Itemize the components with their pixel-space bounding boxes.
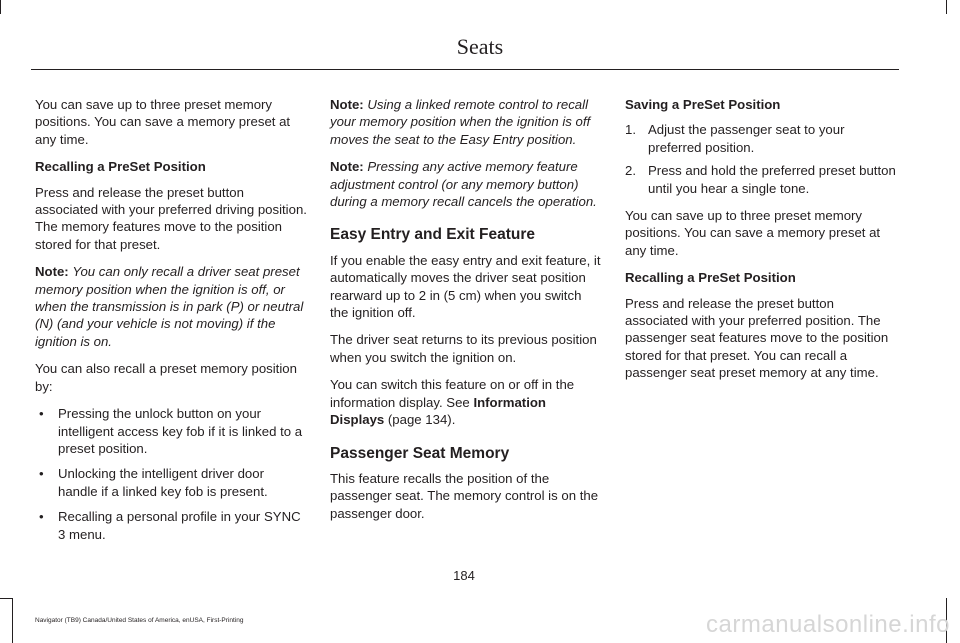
step-text: Adjust the passenger seat to your preferred position. [648, 122, 845, 155]
note-text: Pressing any active memory feature adjustment control (or any memory button) during a memory recall cancels the operation. [330, 159, 597, 210]
column-2 [330, 96, 602, 532]
page-title: Seats [456, 34, 504, 59]
crop-mark-top-right [946, 0, 947, 14]
crop-mark-bottom-left [12, 598, 13, 643]
information-displays-link[interactable]: Information Displays [330, 394, 546, 428]
col2-note1 [330, 96, 602, 148]
col3-para2: Press and release the preset button associated with your preferred position. The passenger seat features move to the position stored for that preset. You can recall a passenger seat preset memory at any time. [625, 295, 889, 381]
col2-note2 [330, 158, 602, 210]
page-number: 184 [453, 568, 475, 583]
header-rule [31, 69, 899, 70]
col3-step-list [625, 121, 897, 197]
note-label: Note: [330, 97, 364, 112]
section-heading-easy-entry: Easy Entry and Exit Feature [330, 226, 536, 244]
col1-para2: You can also recall a preset memory position by: [35, 361, 297, 394]
list-item [625, 121, 897, 156]
col3-para1: You can save up to three preset memory positions. You can save a memory preset at any time. [625, 208, 881, 258]
crop-mark-bottom-left-h [0, 598, 12, 599]
step-number: 2. [625, 163, 636, 179]
column-1 [35, 96, 307, 551]
note-text: Using a linked remote control to recall your memory position when the ignition is off moves the seat to the Easy Entry position. [330, 97, 591, 147]
page-reference: (page 134). [384, 412, 456, 428]
note-label: Note: [35, 264, 69, 280]
note-text: You can only recall a driver seat preset memory position when the ignition is off, or when the transmission is in park (P) or neutral (N) (and your vehicle is not moving) if the ignition is on. [35, 264, 304, 349]
bullet-mark: • [39, 509, 44, 525]
col1-intro: You can save up to three preset memory positions. You can save a memory preset at any time. [35, 97, 291, 147]
para3-text: You can switch this feature on or off in the information display. See [330, 377, 575, 410]
step-text: Press and hold the preferred preset button until you hear a single tone. [648, 163, 896, 196]
col2-para4: This feature recalls the position of the passenger seat. The memory control is on the passenger door. [330, 470, 599, 521]
col1-note [35, 263, 307, 350]
list-item-text: Pressing the unlock button on your intelligent access key fob if it is linked to a preset position. [58, 406, 303, 456]
bullet-mark: • [39, 466, 44, 482]
bullet-mark: • [39, 406, 44, 422]
list-item-text: Unlocking the intelligent driver door handle if a linked key fob is present. [58, 466, 268, 499]
col1-heading: Recalling a PreSet Position [35, 159, 206, 175]
col2-para1: If you enable the easy entry and exit feature, it automatically moves the driver seat position rearward up to 2 in (5 cm) when you switch the ignition off. [330, 252, 601, 321]
list-item [35, 508, 307, 543]
section-heading-passenger-memory: Passenger Seat Memory [330, 444, 510, 462]
col1-para1: Press and release the preset button associated with your preferred driving position. The memory features move to the position stored for that preset. [35, 184, 307, 252]
note-label: Note: [330, 159, 364, 175]
col3-heading-recalling: Recalling a PreSet Position [625, 270, 796, 286]
step-number: 1. [625, 122, 636, 138]
footer-text: Navigator (TB9) Canada/United States of America, enUSA, First-Printing [35, 617, 244, 624]
list-item [35, 405, 307, 457]
crop-mark-top-left [0, 0, 1, 14]
list-item-text: Recalling a personal profile in your SYNC 3 menu. [58, 509, 301, 542]
col1-bullet-list [35, 405, 307, 543]
col2-para2: The driver seat returns to its previous position when you switch the ignition on. [330, 332, 597, 365]
watermark: carmanualsonline.info [706, 611, 950, 638]
list-item [35, 465, 307, 500]
list-item [625, 162, 897, 197]
col2-para3 [330, 376, 602, 428]
col3-heading-saving: Saving a PreSet Position [625, 97, 781, 112]
column-3 [625, 96, 897, 392]
